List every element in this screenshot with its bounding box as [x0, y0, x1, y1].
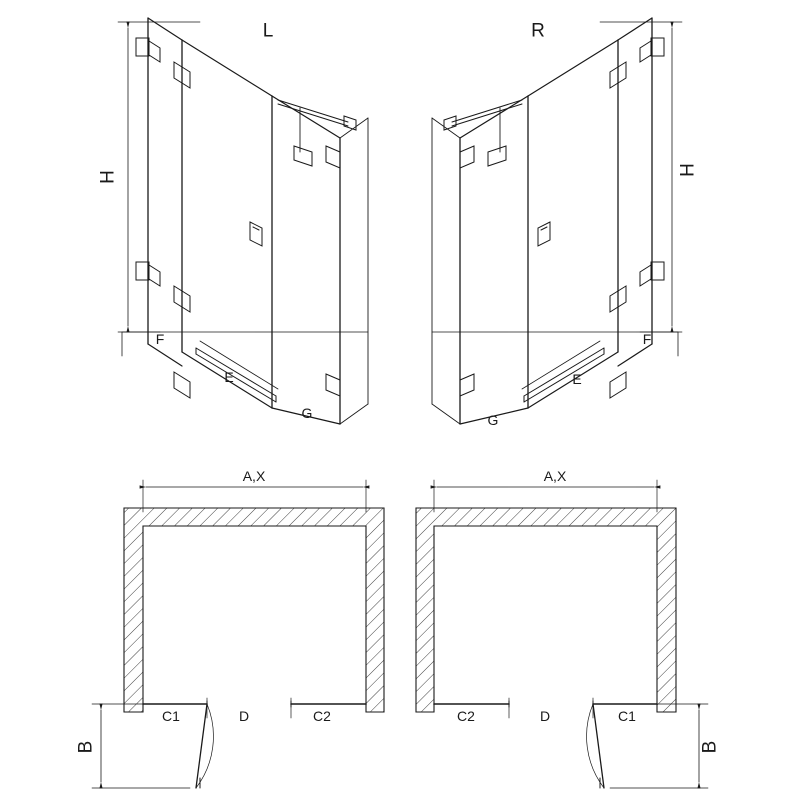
- panel-label-right-g: G: [487, 412, 499, 428]
- dimension-b-left: B: [75, 740, 97, 754]
- segment-label-left-c2: C2: [313, 708, 331, 724]
- panel-label-left-f: F: [155, 331, 165, 347]
- panel-label-right-e: E: [572, 371, 582, 387]
- dimension-ax-left: A,X: [242, 468, 266, 484]
- dimension-height-right: H: [677, 163, 699, 177]
- dimension-b-right: B: [699, 740, 721, 754]
- label-variant-left: L: [262, 20, 274, 42]
- label-variant-right: R: [531, 20, 545, 42]
- segment-label-right-c2: C2: [457, 708, 475, 724]
- plan-left: [92, 480, 384, 788]
- panel-label-left-g: G: [301, 405, 313, 421]
- segment-label-right-d: D: [539, 708, 551, 724]
- segment-label-right-c1: C1: [618, 708, 636, 724]
- plan-right: [416, 480, 708, 788]
- panel-label-left-e: E: [224, 369, 234, 385]
- segment-label-left-d: D: [238, 708, 250, 724]
- segment-label-left-c1: C1: [162, 708, 180, 724]
- elevation-right: [432, 18, 682, 424]
- dimension-height-left: H: [97, 170, 119, 184]
- panel-label-right-f: F: [642, 331, 652, 347]
- dimension-ax-right: A,X: [543, 468, 567, 484]
- elevation-left: [118, 18, 368, 424]
